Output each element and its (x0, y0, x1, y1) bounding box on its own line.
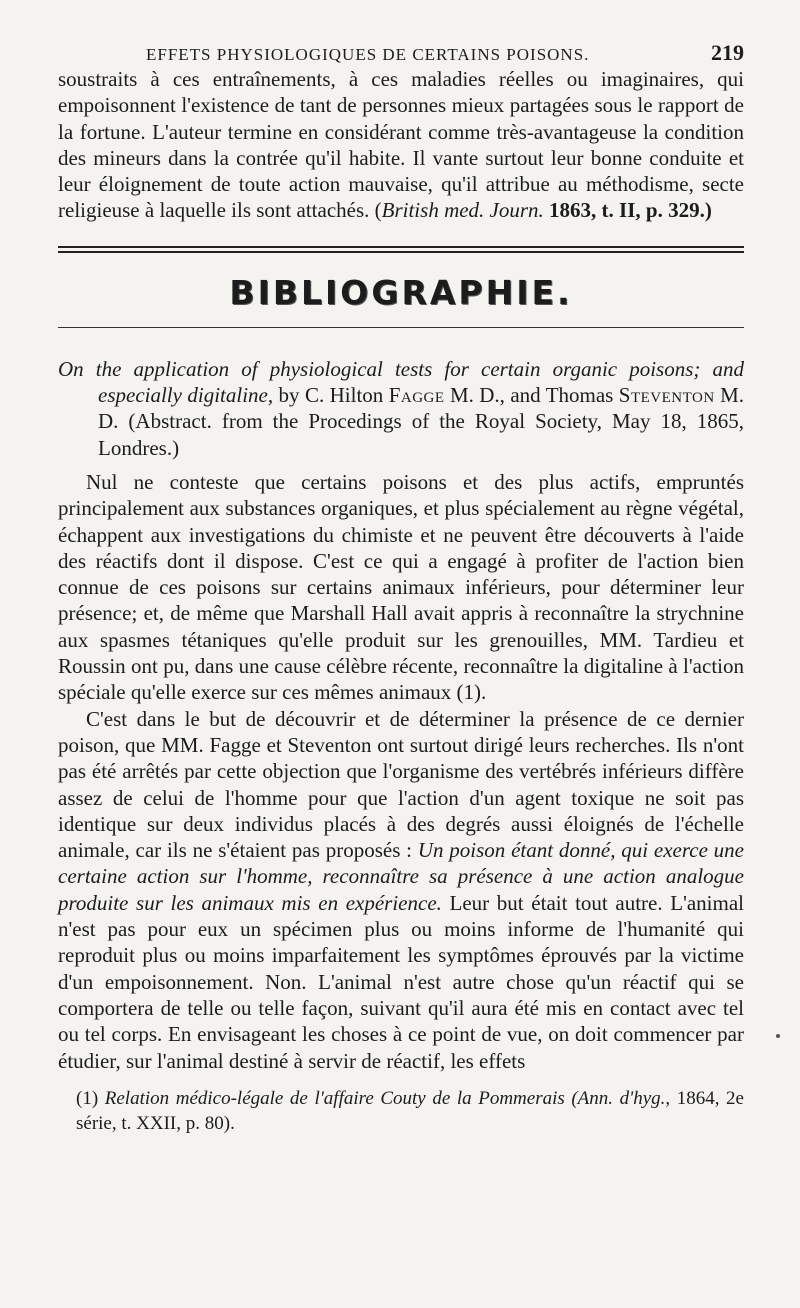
page (58, 40, 744, 1136)
thin-rule (58, 327, 744, 328)
running-title: EFFETS PHYSIOLOGIQUES DE CERTAINS POISONS. (146, 45, 590, 64)
footnote: (1) Relation médico-légale de l'affaire Couty de la Pommerais (Ann. d'hyg., 1864, 2e série, t. XXII, p. 80). (76, 1087, 744, 1134)
body-paragraph-2: C'est dans le but de découvrir et de déterminer la présence de ce dernier poison, que MM. Fagge et Steventon ont surtout dirigé leurs recherches. Ils n'ont pas été arrêtés par cette objection que l'organisme des vertébrés inférieurs diffère assez de celui de l'homme pour que l'action d'un agent toxique ne soit pas identique sur deux individus placés à des degrés aussi éloignés de l'échelle animale, car ils ne s'étaient pas proposés : Un poison étant donné, qui exerce une certaine action sur l'homme, reconnaître sa présence à une action analogue produite sur les animaux mis en expérience. Leur but était tout autre. L'animal n'est pas pour eux un spécimen plus ou moins informe de l'humanité qui reproduit plus ou moins imparfaitement les symptômes éprouvés par la victime d'un empoisonnement. Non. L'animal n'est autre chose qu'un réactif qui se comportera de telle ou telle façon, suivant qu'il aura été mis en contact avec tel ou tel corps. En envisageant les choses à ce point de vue, on doit commencer par étudier, sur l'animal destiné à servir de réactif, les effets (58, 706, 745, 1073)
page-number: 219 (711, 40, 744, 65)
bibliographic-reference: On the application of physiological tests for certain organic poisons; and especially digitaline, by C. Hilton Fagge M. D., and Thomas Steventon M. D. (Abstract. from the Procedings of the Royal Society, May 18, 1865, Londres.) (58, 356, 744, 460)
margin-dot (776, 1034, 780, 1038)
section-title: BIBLIOGRAPHIE. (229, 272, 573, 312)
body-paragraph-1: Nul ne conteste que certains poisons et des plus actifs, empruntés principalement aux substances organiques, et plus spécialement au règne végétal, échappent aux investigations du chimiste et ne peuvent être découverts à l'aide des réactifs dont il dispose. C'est ce qui a engagé à profiter de l'action bien connue de ces poisons sur certains animaux inférieurs, pour déterminer leur présence; et, de même que Marshall Hall avait appris à reconnaître la strychnine aux spasmes tétaniques qu'elle produit sur les grenouilles, MM. Tardieu et Roussin ont pu, dans une cause célèbre récente, reconnaître la digitaline à l'action spéciale qu'elle exerce sur ces mêmes animaux (1). (58, 469, 744, 705)
intro-paragraph: soustraits à ces entraînements, à ces maladies réelles ou imaginaires, qui empoisonnent l'existence de tant de personnes mieux partagées sous le rapport de la fortune. L'auteur termine en considérant comme très-avantageuse la condition des mineurs dans la contrée qu'il habite. Il vante surtout leur bonne conduite et leur éloignement de toute action mauvaise, qu'il attribue au méthodisme, secte religieuse à laquelle ils sont attachés. (British med. Journ. 1863, t. II, p. 329.) (58, 67, 744, 223)
double-rule (58, 246, 744, 253)
running-header (58, 40, 744, 66)
